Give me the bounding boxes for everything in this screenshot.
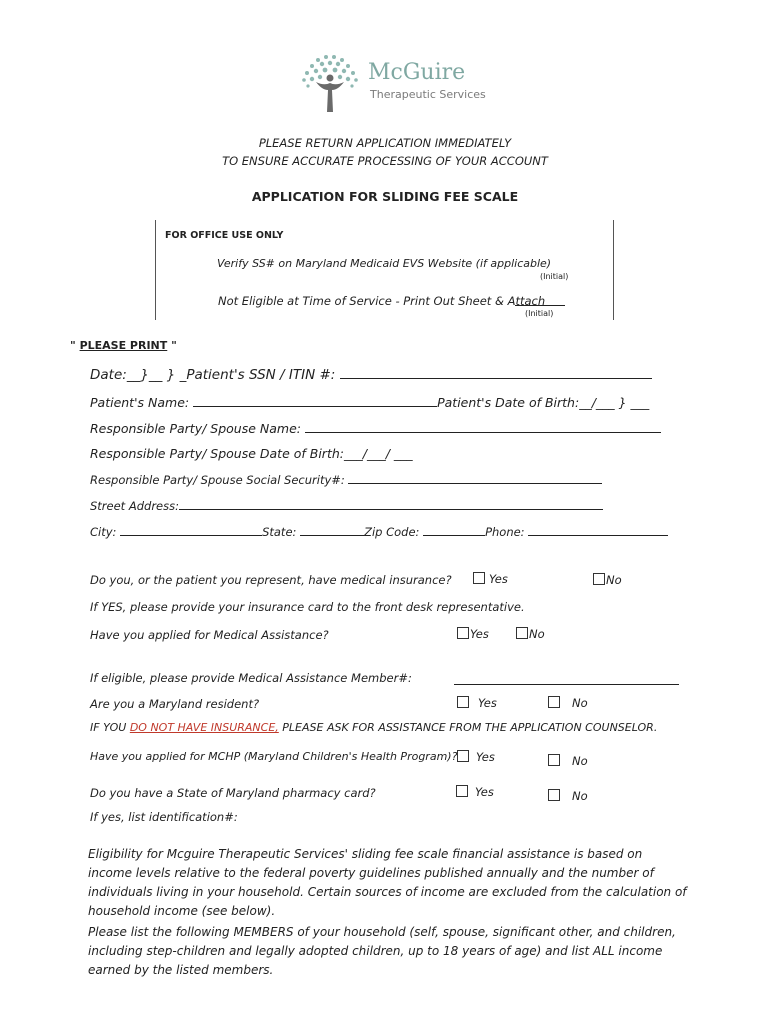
q-ma: Have you applied for Medical Assistance? xyxy=(90,628,329,642)
q-pharmacy-id: If yes, list identification#: xyxy=(90,810,238,824)
checkbox-icon[interactable] xyxy=(548,789,560,801)
q-resident-yes[interactable]: Yes xyxy=(457,696,497,710)
zip-line[interactable] xyxy=(423,535,485,536)
city-label: City: xyxy=(90,525,117,539)
form-title: APPLICATION FOR SLIDING FEE SCALE xyxy=(251,189,519,204)
street-row xyxy=(90,499,603,513)
q-mchp: Have you applied for MCHP (Maryland Children's Health Program)? xyxy=(90,750,458,763)
city-row xyxy=(90,525,668,539)
date-label: Date:__}__ } xyxy=(90,367,176,383)
phone-label: Phone: xyxy=(485,525,525,539)
members-paragraph: Please list the following MEMBERS of your household (self, spouse, significant other, and children, including step-children and legally adopted children, up to 18 years of age) and list ALL income earned by the listed members. xyxy=(88,925,676,977)
notice-line-1: PLEASE RETURN APPLICATION IMMEDIATELY xyxy=(258,136,512,150)
responsible-ssn-row xyxy=(90,473,602,487)
state-label: State: xyxy=(262,525,297,539)
patient-dob-label: Patient's Date of Birth:__/___ } ___ xyxy=(437,395,650,410)
ssn-label: _Patient's SSN / ITIN #: xyxy=(179,367,336,383)
logo-name: McGuire xyxy=(368,60,466,85)
office-use-label: FOR OFFICE USE ONLY xyxy=(165,230,284,241)
q-insurance-note: If YES, please provide your insurance card to the front desk representative. xyxy=(90,600,525,614)
responsible-name-label: Responsible Party/ Spouse Name: xyxy=(90,421,301,436)
street-label: Street Address: xyxy=(90,499,179,513)
eligibility-paragraph: Eligibility for Mcguire Therapeutic Services' sliding fee scale financial assistance is based on income levels relative to the federal poverty guidelines published annually and the number of individuals living in your household. Certain sources of income are excluded from the calculation of household income (see below). xyxy=(88,847,687,918)
q-ma-yes[interactable]: Yes xyxy=(457,627,489,641)
responsible-ssn-label: Responsible Party/ Spouse Social Security#: xyxy=(90,473,345,487)
patient-name-label: Patient's Name: xyxy=(90,395,190,410)
checkbox-icon[interactable] xyxy=(457,750,469,762)
q-ma-no[interactable]: No xyxy=(516,627,545,641)
checkbox-icon[interactable] xyxy=(457,696,469,708)
please-print: " PLEASE PRINT " xyxy=(70,339,177,352)
checkbox-icon[interactable] xyxy=(593,573,605,585)
q-pharmacy-yes[interactable]: Yes xyxy=(456,785,494,799)
checkbox-icon[interactable] xyxy=(548,696,560,708)
state-line[interactable] xyxy=(300,535,364,536)
responsible-name-line[interactable] xyxy=(305,432,661,433)
responsible-ssn-line[interactable] xyxy=(348,483,602,484)
ssn-line[interactable] xyxy=(340,378,652,379)
responsible-name-row xyxy=(90,421,661,436)
q-resident: Are you a Maryland resident? xyxy=(90,697,260,711)
q-mchp-no[interactable]: No xyxy=(548,754,588,768)
initial-line[interactable] xyxy=(515,293,565,306)
q-insurance-no[interactable]: No xyxy=(593,573,622,587)
q-resident-no[interactable]: No xyxy=(548,696,588,710)
patient-name-row xyxy=(90,395,649,410)
verify-ss-text: Verify SS# on Maryland Medicaid EVS Website (if applicable) xyxy=(217,257,552,270)
responsible-dob-label: Responsible Party/ Spouse Date of Birth:___/___/ ___ xyxy=(90,446,413,461)
q-ma-member: If eligible, please provide Medical Assistance Member#: xyxy=(90,671,412,685)
not-eligible-text: Not Eligible at Time of Service - Print Out Sheet & Attach xyxy=(218,294,546,308)
zip-label: Zip Code: xyxy=(364,525,420,539)
tree-person-icon xyxy=(298,52,364,118)
checkbox-icon[interactable] xyxy=(516,627,528,639)
phone-line[interactable] xyxy=(528,535,668,536)
q-insurance-yes[interactable]: Yes xyxy=(473,572,508,586)
notice-line-2: TO ENSURE ACCURATE PROCESSING OF YOUR ACCOUNT xyxy=(222,154,548,168)
checkbox-icon[interactable] xyxy=(473,572,485,584)
no-insurance-notice: IF YOU DO NOT HAVE INSURANCE, PLEASE ASK FOR ASSISTANCE FROM THE APPLICATION COUNSELOR. xyxy=(90,721,658,734)
date-row xyxy=(90,367,652,383)
initial-label-2: (Initial) xyxy=(525,309,554,318)
q-pharmacy: Do you have a State of Maryland pharmacy card? xyxy=(90,786,376,800)
checkbox-icon[interactable] xyxy=(457,627,469,639)
logo-subtitle: Therapeutic Services xyxy=(370,88,486,101)
ma-member-line[interactable] xyxy=(454,672,679,685)
checkbox-icon[interactable] xyxy=(548,754,560,766)
checkbox-icon[interactable] xyxy=(456,785,468,797)
q-insurance: Do you, or the patient you represent, have medical insurance? xyxy=(90,573,452,587)
q-pharmacy-no[interactable]: No xyxy=(548,789,588,803)
q-mchp-yes[interactable]: Yes xyxy=(457,750,495,764)
street-line[interactable] xyxy=(179,509,603,510)
patient-name-line[interactable] xyxy=(193,406,437,407)
initial-label-1: (Initial) xyxy=(540,272,569,281)
city-line[interactable] xyxy=(120,535,262,536)
